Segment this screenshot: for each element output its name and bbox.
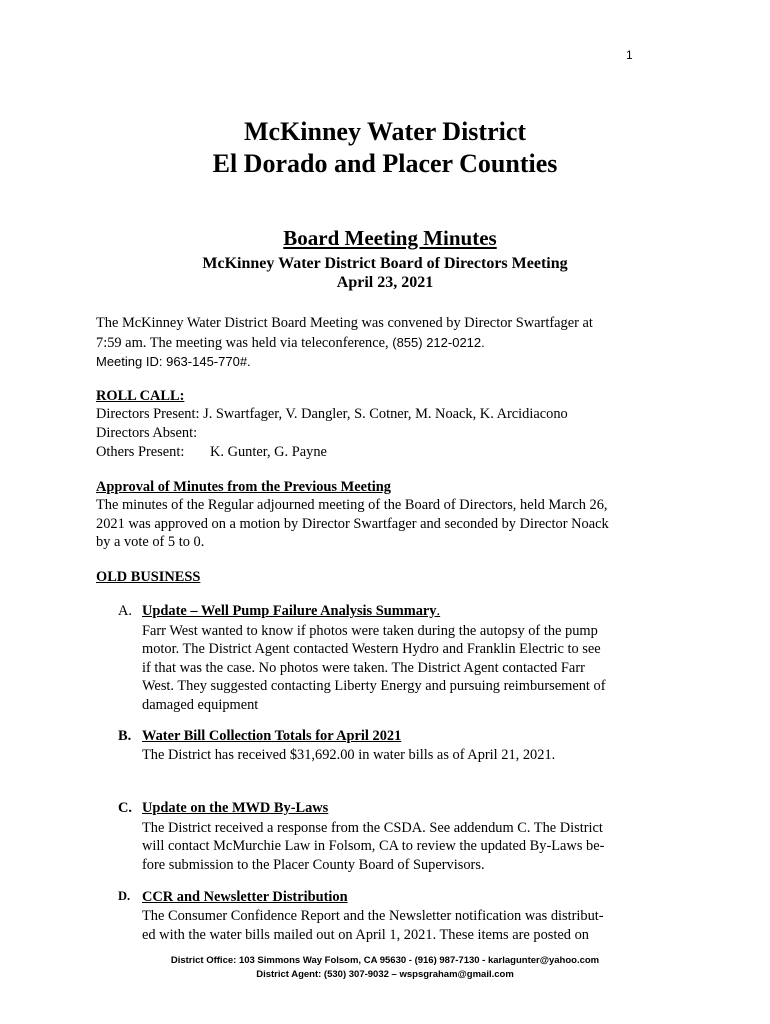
item-a-title-text: Update – Well Pump Failure Analysis Summary xyxy=(142,603,437,619)
intro-line-2-text: 7:59 am. The meeting was held via teleconference, xyxy=(96,335,393,351)
meeting-name: McKinney Water District Board of Directors Meeting xyxy=(202,255,568,272)
item-a-line-5: damaged equipment xyxy=(142,697,259,713)
item-a-line-1: Farr West wanted to know if photos were taken during the autopsy of the pump xyxy=(142,623,598,639)
directors-absent: Directors Absent: xyxy=(96,425,198,441)
item-c-line-1: The District received a response from the CSDA. See addendum C. The District xyxy=(142,820,603,836)
item-c-letter: C. xyxy=(118,800,132,816)
intro-line-2 xyxy=(96,333,485,353)
district-name: McKinney Water District xyxy=(243,117,527,146)
meeting-info xyxy=(0,254,770,292)
district-counties: El Dorado and Placer Counties xyxy=(212,149,558,178)
item-c-line-3: fore submission to the Placer County Board of Supervisors. xyxy=(142,857,485,873)
approval-heading: Approval of Minutes from the Previous Meeting xyxy=(96,479,391,495)
approval-line-2: 2021 was approved on a motion by Director Swartfager and seconded by Director Noack xyxy=(96,516,609,532)
meeting-id: Meeting ID: 963-145-770#. xyxy=(96,354,251,369)
district-office-info: District Office: 103 Simmons Way Folsom, CA 95630 - (916) 987-7130 - karlagunter@yahoo.com xyxy=(170,955,600,966)
document-header xyxy=(0,116,770,180)
minutes-title: Board Meeting Minutes xyxy=(283,226,497,250)
approval-line-3: by a vote of 5 to 0. xyxy=(96,534,205,550)
teleconference-phone: (855) 212-0212. xyxy=(392,335,485,350)
page-number: 1 xyxy=(626,48,633,62)
district-agent-info: District Agent: (530) 307-9032 – wspsgraham@gmail.com xyxy=(256,969,514,980)
item-c-title: Update on the MWD By-Laws xyxy=(142,800,329,816)
old-business-heading: OLD BUSINESS xyxy=(96,569,201,585)
others-present-value: K. Gunter, G. Payne xyxy=(210,444,327,460)
directors-present: Directors Present: J. Swartfager, V. Dangler, S. Cotner, M. Noack, K. Arcidiacono xyxy=(96,406,568,422)
item-d-line-1: The Consumer Confidence Report and the Newsletter notification was distribut- xyxy=(142,908,604,924)
item-c-line-2: will contact McMurchie Law in Folsom, CA to review the updated By-Laws be- xyxy=(142,838,605,854)
item-d-title: CCR and Newsletter Distribution xyxy=(142,889,348,905)
others-present xyxy=(96,443,327,462)
meeting-date: April 23, 2021 xyxy=(336,274,434,291)
item-a-line-3: if that was the case. No photos were taken. The District Agent contacted Farr xyxy=(142,660,585,676)
item-a-title: Update – Well Pump Failure Analysis Summary. xyxy=(142,603,441,619)
others-present-label: Others Present: xyxy=(96,444,185,460)
item-a-letter: A. xyxy=(118,603,132,619)
item-d-letter: D. xyxy=(118,889,131,903)
roll-call-heading: ROLL CALL: xyxy=(96,388,185,404)
item-a-line-2: motor. The District Agent contacted Western Hydro and Franklin Electric to see xyxy=(142,641,601,657)
item-b-line-1: The District has received $31,692.00 in water bills as of April 21, 2021. xyxy=(142,747,556,763)
item-a-line-4: West. They suggested contacting Liberty Energy and pursuing reimbursement of xyxy=(142,678,606,694)
page-footer xyxy=(0,954,770,982)
item-d-line-2: ed with the water bills mailed out on April 1, 2021. These items are posted on xyxy=(142,927,589,943)
item-b-title: Water Bill Collection Totals for April 2021 xyxy=(142,728,402,744)
item-b-letter: B. xyxy=(118,728,132,744)
approval-line-1: The minutes of the Regular adjourned meeting of the Board of Directors, held March 26, xyxy=(96,497,608,513)
intro-line-1: The McKinney Water District Board Meeting was convened by Director Swartfager at xyxy=(96,315,593,331)
